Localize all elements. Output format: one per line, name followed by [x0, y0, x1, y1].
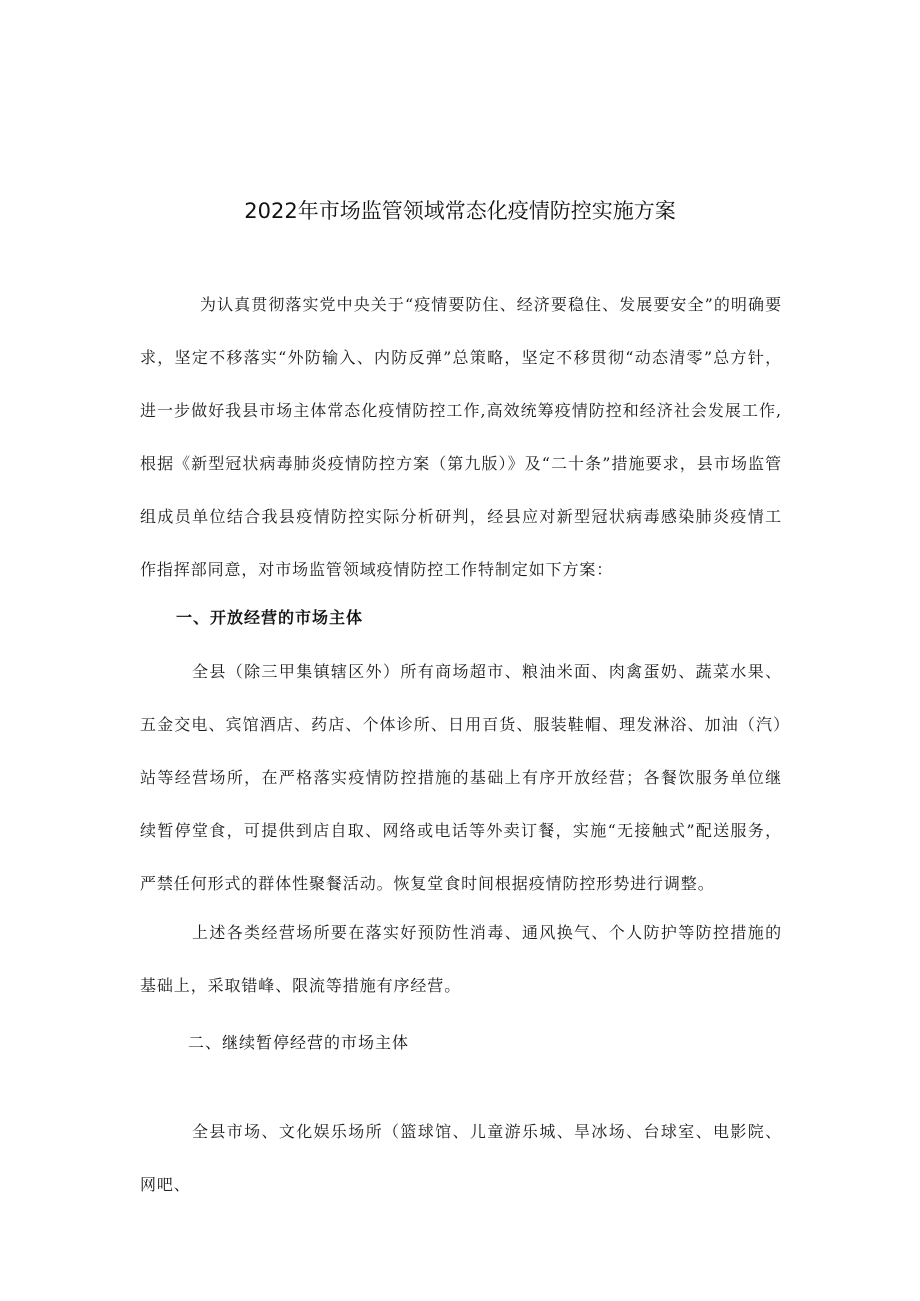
section2-text-1: 全县市场、文化娱乐场所（篮球馆、儿童游乐城、旱冰场、台球室、电影院、网吧、 — [140, 1122, 782, 1194]
intro-paragraph — [140, 278, 782, 596]
section1-heading: 一、开放经营的市场主体 — [176, 608, 364, 627]
intro-text: 为认真贯彻落实党中央关于“疫情要防住、经济要稳住、发展要安全”的明确要求，坚定不移落实“外防输入、内防反弹”总策略，坚定不移贯彻“动态清零”总方针，进一步做好我县市场主体常态化疫情防控工作,高效统筹疫情防控和经济社会发展工作,根据《新型冠状病毒肺炎疫情防控方案（第九版）》及“二十条”措施要求，县市场监管组成员单位结合我县疫情防控实际分析研判，经县应对新型冠状病毒感染肺炎疫情工作指挥部同意，对市场监管领域疫情防控工作特制定如下方案： — [140, 295, 782, 579]
section2-paragraph-1 — [140, 1105, 782, 1211]
document-title: 2022年市场监管领域常态化疫情防控实施方案 — [244, 199, 676, 223]
section2-heading: 二、继续暂停经营的市场主体 — [188, 1033, 410, 1052]
section1-text-2: 上述各类经营场所要在落实好预防性消毒、通风换气、个人防护等防控措施的基础上，采取错峰、限流等措施有序经营。 — [140, 923, 782, 995]
section1-paragraph-2 — [140, 906, 782, 1012]
section1-text-1: 全县（除三甲集镇辖区外）所有商场超市、粮油米面、肉禽蛋奶、蔬菜水果、五金交电、宾馆酒店、药店、个体诊所、日用百货、服装鞋帽、理发淋浴、加油（汽）站等经营场所，在严格落实疫情防控措施的基础上有序开放经营；各餐饮服务单位继续暂停堂食，可提供到店自取、网络或电话等外卖订餐，实施“无接触式”配送服务，严禁任何形式的群体性聚餐活动。恢复堂食时间根据疫情防控形势进行调整。 — [140, 662, 782, 893]
section1-paragraph-1 — [140, 645, 782, 910]
